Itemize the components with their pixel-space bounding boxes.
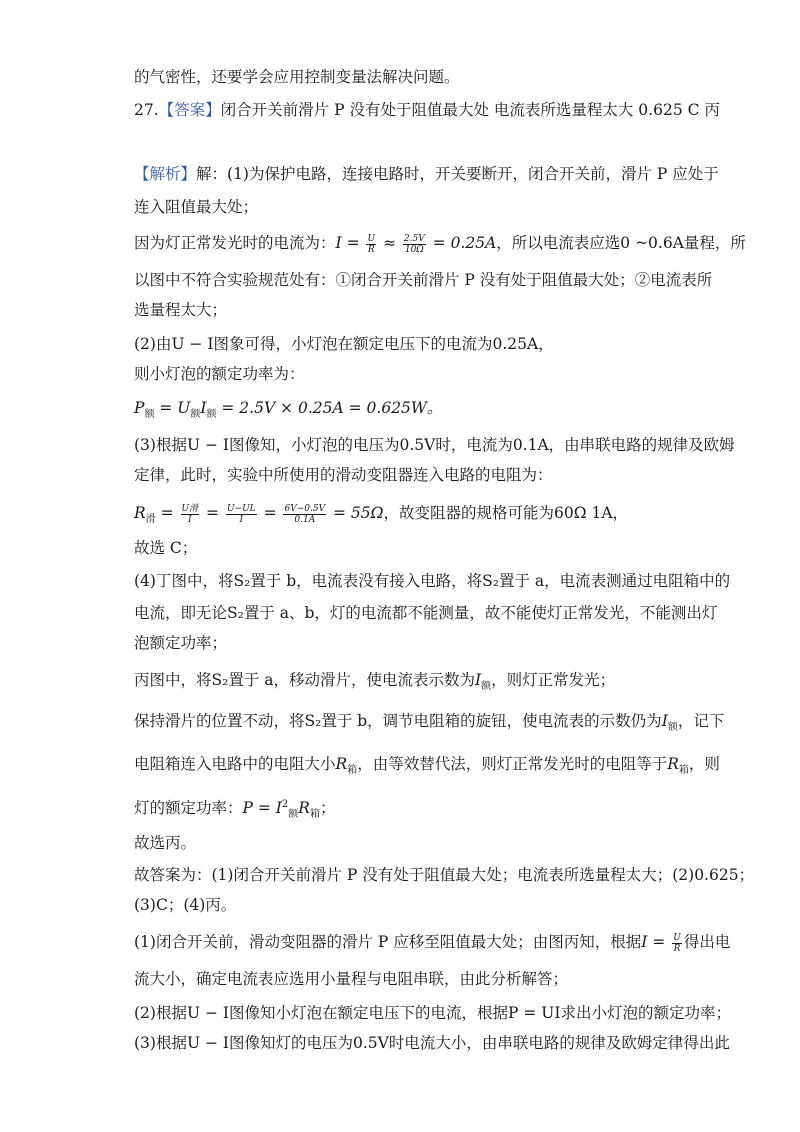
text-segment: 的气密性，还要学会应用控制变量法解决问题。: [134, 68, 460, 86]
text-segment: 电流，即无论S₂置于 a、b，灯的电流都不能测量，故不能使灯正常发光，不能测出灯: [134, 604, 718, 622]
text-line: [134, 894, 236, 916]
fraction: [672, 933, 682, 954]
fraction: [181, 504, 200, 525]
formula: R: [298, 799, 310, 818]
fraction-denominator: I: [188, 514, 192, 525]
text-segment: 则小灯泡的额定功率为：: [134, 365, 305, 383]
text-segment: 连入阻值最大处；: [134, 198, 259, 216]
text-segment: 流大小，确定电流表应选用小量程与电阻串联，由此分析解答；: [134, 970, 569, 988]
text-line: [134, 832, 196, 854]
text-line: [134, 570, 730, 592]
formula: = 0.25A: [427, 234, 497, 252]
analysis-tag: 【解析】: [134, 165, 197, 183]
text-line: [134, 434, 735, 456]
formula: = 2.5V × 0.25A = 0.625W。: [216, 399, 443, 417]
text-segment: 因为灯正常发光时的电流为：: [134, 234, 336, 252]
text-line: [134, 931, 730, 954]
formula-line: $R_滑$ = $\frac{\text{U滑}}{I}$ = $\frac{U-UL}{I}$ = $\frac{6V-0.5V}{0.1A}$ = 55Ω，故变阻器的规格可能为60Ω 1A，: [134, 503, 629, 525]
text-segment: ，记下: [677, 712, 725, 730]
text-line: [134, 710, 724, 739]
text-line: [134, 864, 754, 886]
fraction-denominator: 10Ω: [404, 244, 424, 255]
formula: R: [667, 755, 679, 773]
formula: P = I: [242, 799, 282, 818]
text-line: [134, 794, 335, 826]
answer-line: [134, 99, 720, 121]
analysis-text: 解：(1)为保护电路，连接电路时，开关要断开，闭合开关前，滑片 P 应处于: [196, 165, 719, 183]
fraction-numerator: 2.5V: [403, 233, 425, 244]
text-segment: ，故变阻器的规格可能为60Ω 1A，: [383, 504, 629, 522]
subscript: 箱: [347, 765, 358, 776]
subscript: 额: [288, 809, 299, 821]
text-segment: (1)闭合开关前，滑动变阻器的滑片 P 应移至阻值最大处；由图丙知，根据: [134, 933, 642, 951]
text-line: [134, 232, 746, 255]
text-segment: 选量程太大；: [134, 301, 228, 319]
formula: R: [335, 755, 348, 773]
subscript: 额: [190, 409, 201, 420]
fraction: [366, 234, 376, 255]
text-segment: ，由等效替代法，则灯正常发光时的电阻等于: [357, 755, 668, 773]
fraction: [283, 504, 326, 525]
text-line: [134, 968, 568, 990]
text-line: [134, 669, 615, 698]
formula: = 55Ω: [328, 504, 384, 522]
text-line: [134, 1032, 730, 1054]
text-segment: 故选丙。: [134, 834, 197, 852]
text-line: [134, 464, 553, 486]
fraction-numerator: U: [367, 233, 376, 244]
text-segment: 定律，此时，实验中所使用的滑动变阻器连入电路的电阻为：: [134, 466, 553, 484]
text-segment: 故答案为：(1)闭合开关前滑片 P 没有处于阻值最大处；电流表所选量程太大；(2)0.625；: [134, 866, 755, 884]
fraction-numerator: U: [673, 932, 681, 943]
superscript: 2: [281, 799, 289, 810]
text-segment: ，所以电流表应选0 ~0.6A量程，所: [496, 234, 746, 252]
text-segment: (3)根据U − I图像知灯的电压为0.5V时电流大小，由串联电路的规律及欧姆定律得出此: [134, 1034, 730, 1052]
formula: I: [661, 712, 668, 730]
answer-tag: 【答案】: [158, 101, 221, 119]
answer-text: 闭合开关前滑片 P 没有处于阻值最大处 电流表所选量程太大 0.625 C 丙: [220, 101, 720, 119]
formula: = U: [154, 399, 191, 417]
text-line: [134, 1002, 731, 1024]
formula: I: [200, 399, 207, 417]
subscript: 箱: [678, 765, 689, 776]
text-line: [134, 269, 712, 291]
text-segment: 得出电: [683, 933, 731, 951]
text-line: [134, 299, 227, 321]
subscript: 箱: [309, 809, 320, 821]
fraction-numerator: U滑: [181, 503, 199, 514]
formula: I =: [335, 234, 365, 252]
fraction-denominator: R: [673, 943, 681, 954]
text-segment: 保持滑片的位置不动，将S₂置于 b，调节电阻箱的旋钮，使电流表的示数仍为: [134, 712, 662, 730]
text-segment: 灯的额定功率：: [134, 799, 243, 818]
fraction-numerator: 6V−0.5V: [284, 503, 326, 514]
formula: ≈: [378, 234, 401, 252]
text-segment: 电阻箱连入电路中的电阻大小: [134, 755, 336, 773]
fraction-denominator: 0.1A: [294, 514, 316, 525]
subscript: 滑: [145, 514, 156, 525]
question-number: 27.: [134, 101, 159, 119]
formula: I =: [641, 933, 671, 951]
subscript: 额: [481, 681, 492, 692]
fraction-numerator: U−UL: [226, 503, 256, 514]
fraction: [226, 504, 257, 525]
formula: =: [155, 504, 179, 522]
fraction-denominator: R: [367, 244, 375, 255]
text-segment: (2)根据U − I图像知小灯泡在额定电压下的电流，根据P = UI求出小灯泡的额定功率；: [134, 1004, 731, 1022]
text-line: [134, 537, 197, 559]
text-segment: 以图中不符合实验规范处有：①闭合开关前滑片 P 没有处于阻值最大处；②电流表所: [134, 271, 713, 289]
formula: R: [134, 504, 146, 522]
text-line: [134, 196, 258, 218]
text-line: [134, 632, 227, 654]
text-segment: 丙图中，将S₂置于 a，移动滑片，使电流表示数为: [134, 671, 476, 689]
fraction: [403, 234, 426, 255]
subscript: 额: [206, 409, 217, 420]
text-line: [134, 363, 305, 385]
text-segment: ；: [319, 799, 336, 818]
text-line: [134, 602, 717, 624]
fraction-denominator: I: [239, 514, 244, 525]
formula-line: [134, 397, 442, 426]
text-segment: (2)由U − I图象可得，小灯泡在额定电压下的电流为0.25A，: [134, 335, 554, 353]
analysis-line: [134, 163, 719, 185]
text-segment: 故选 C；: [134, 539, 198, 557]
text-segment: (3)C；(4)丙。: [134, 896, 237, 914]
text-line: [134, 753, 720, 782]
text-segment: 泡额定功率；: [134, 634, 228, 652]
text-segment: ，则灯正常发光；: [491, 671, 616, 689]
formula: P: [134, 399, 145, 417]
text-segment: (4)丁图中，将S₂置于 b，电流表没有接入电路，将S₂置于 a，电流表测通过电阻箱中的: [134, 572, 731, 590]
subscript: 额: [667, 722, 678, 733]
text-line: [134, 66, 460, 88]
formula: I: [475, 671, 482, 689]
subscript: 额: [144, 409, 155, 420]
text-line: [134, 333, 554, 355]
text-segment: (3)根据U − I图像知，小灯泡的电压为0.5V时，电流为0.1A，由串联电路的规律及欧姆: [134, 436, 735, 454]
text-segment: ，则: [688, 755, 720, 773]
